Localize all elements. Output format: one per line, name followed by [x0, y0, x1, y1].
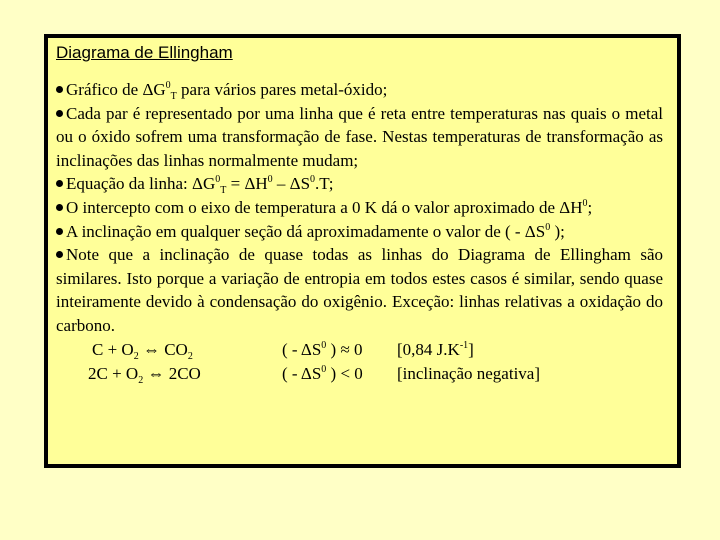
bullet-4-text: O intercepto com o eixo de temperatura a 0 K dá o valor aproximado de ΔH — [66, 197, 583, 217]
bullet-dot-icon — [56, 180, 63, 187]
reaction — [88, 362, 282, 386]
bullet-dot-icon — [56, 204, 63, 211]
slide-title: Diagrama de Ellingham — [56, 43, 233, 62]
bullet-5-text: A inclinação em qualquer seção dá aproximadamente o valor de ( - ΔS — [66, 221, 546, 241]
reaction — [92, 338, 282, 362]
sup: 0 — [215, 174, 221, 186]
bullet-1-text-end: para vários pares metal-óxido; — [176, 80, 388, 99]
sub: 2 — [138, 374, 144, 386]
bullet-3-text: = ΔH — [226, 174, 268, 194]
note — [397, 340, 474, 359]
entropy-text: ( - ΔS — [282, 339, 322, 359]
sup: 0 — [582, 197, 588, 209]
bullet-1 — [56, 78, 663, 102]
sup: 0 — [165, 80, 171, 91]
note-text: [0,84 J.K — [397, 339, 460, 359]
entropy-text: ) < 0 — [326, 363, 363, 383]
sup: 0 — [310, 174, 316, 186]
bullet-2-text: Cada par é representado por uma linha que é reta entre temperaturas nas quais o metal ou o óxido sofrem uma transformação de fase. Nestas temperaturas de transformação as inclinações das linhas normalmente mudam; — [56, 103, 663, 170]
bullet-3 — [56, 172, 663, 196]
reactant: 2C + O — [88, 363, 139, 383]
note — [397, 364, 540, 383]
sup: -1 — [459, 339, 469, 351]
bullet-5 — [56, 220, 663, 244]
entropy-text: ) ≈ 0 — [326, 339, 363, 359]
slide-box — [44, 34, 681, 468]
bullet-dot-icon — [56, 110, 63, 117]
bullet-6-text: Note que a inclinação de quase todas as linhas do Diagrama de Ellingham são similares. Isto porque a variação de entropia em todos estes casos é similar, sendo quase inteiramente devido à condensação do oxigênio. Exceção: linhas relativas a oxidação do carbono. — [56, 245, 663, 335]
sup: 0 — [321, 363, 327, 375]
bullet-dot-icon — [56, 228, 63, 235]
entropy-term — [282, 338, 397, 362]
bullet-3-text: – ΔS — [272, 174, 311, 194]
equilibrium-arrow-icon: ⇔ — [142, 339, 160, 359]
bullet-5-text: ); — [550, 221, 565, 241]
equation-row-1 — [56, 338, 663, 362]
sub: T — [170, 91, 177, 102]
bullet-4 — [56, 196, 663, 220]
product: CO — [164, 339, 188, 359]
bullet-4-text: ; — [587, 197, 593, 217]
sup: 0 — [321, 339, 327, 351]
bullet-dot-icon — [56, 86, 63, 93]
equation-row-2 — [56, 362, 663, 386]
entropy-text: ( - ΔS — [282, 363, 322, 383]
reactant: C + O — [92, 339, 134, 359]
bullet-6 — [56, 243, 663, 337]
sup: 0 — [545, 221, 551, 233]
note-text: ] — [468, 339, 474, 359]
bullet-3-text: .T; — [315, 174, 334, 194]
bullet-3-text: Equação da linha: ΔG — [66, 174, 216, 194]
bullet-dot-icon — [56, 251, 63, 258]
sup: 0 — [267, 174, 273, 186]
sub: 2 — [133, 350, 139, 362]
entropy-term — [282, 362, 397, 386]
sub: 2 — [187, 350, 193, 362]
bullet-2 — [56, 102, 663, 173]
equilibrium-arrow-icon: ⇔ — [147, 363, 165, 383]
product: 2CO — [168, 363, 201, 383]
bullet-1-text: Gráfico de ΔG — [66, 80, 166, 99]
note-text: [inclinação negativa] — [397, 363, 541, 383]
sub: T — [220, 185, 227, 197]
